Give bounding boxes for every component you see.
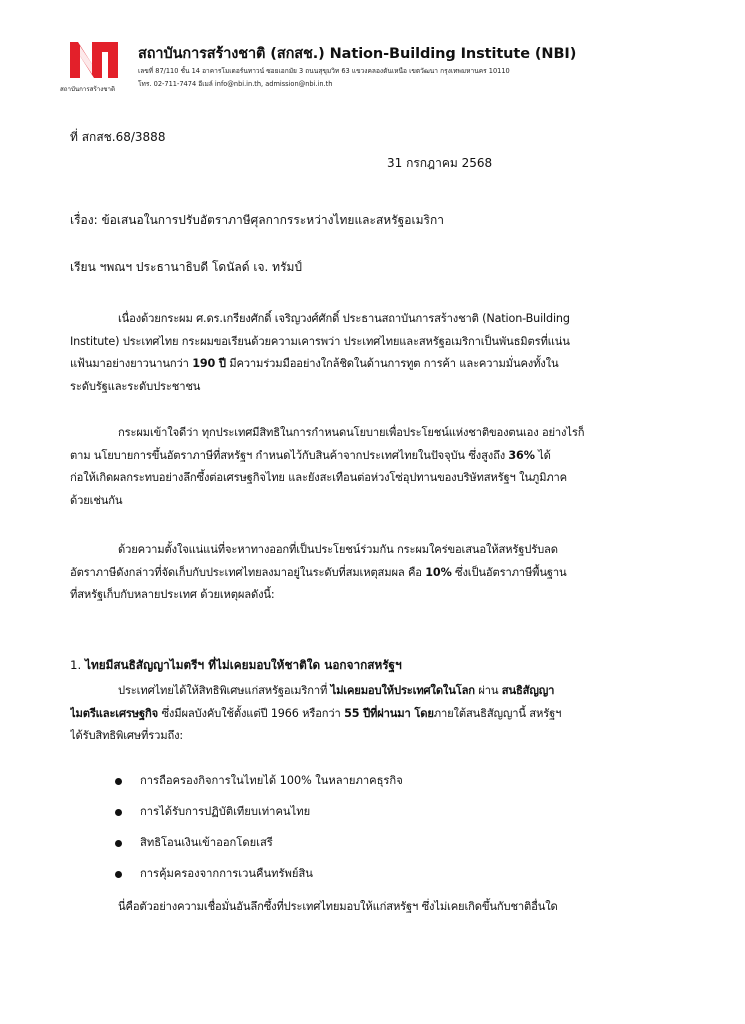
paragraph-line: กระผมเข้าใจดีว่า ทุกประเทศมีสิทธิในการกำหนดนโยบายเพื่อประโยชน์แห่งชาติของตนเอง อย่างไรก็ xyxy=(118,426,585,439)
letter-date: 31 กรกฎาคม 2568 xyxy=(387,156,493,170)
paragraph-tariff-impact xyxy=(70,422,682,512)
list-item: สิทธิโอนเงินเข้าออกโดยเสรี xyxy=(112,832,403,863)
paragraph-line: ระดับรัฐและระดับประชาชน xyxy=(70,379,201,393)
section-1-heading xyxy=(70,656,402,675)
paragraph-introduction xyxy=(70,308,682,398)
paragraph-line: เนื่องด้วยกระผม ศ.ดร.เกรียงศักดิ์ เจริญวงศ์ศักดิ์ ประธานสถาบันการสร้างชาติ (Nation-Building xyxy=(118,312,570,325)
paragraph-line: ตาม นโยบายการขึ้นอัตราภาษีที่สหรัฐฯ กำหนดไว้กับสินค้าจากประเทศไทยในปัจจุบัน ซึ่งสูงถึง 36% ได้ xyxy=(70,448,551,462)
nbi-logo xyxy=(60,38,130,98)
paragraph-line: ด้วยความตั้งใจแน่แน่ที่จะหาทางออกที่เป็นประโยชน์ร่วมกัน กระผมใคร่ขอเสนอให้สหรัฐปรับลด xyxy=(118,543,558,556)
closing-sentence: นี่คือตัวอย่างความเชื่อมั่นอันลึกซึ้งที่ประเทศไทยมอบให้แก่สหรัฐฯ ซึ่งไม่เคยเกิดขึ้นกับชาติอื่นใด xyxy=(118,900,558,913)
paragraph-line: ก่อให้เกิดผลกระทบอย่างลึกซึ้งต่อเศรษฐกิจไทย และยังสะเทือนต่อห่วงโซ่อุปทานของบริษัทสหรัฐฯ ในภูมิภาค xyxy=(70,471,568,484)
privileges-list xyxy=(112,770,403,894)
emphasis-36-percent: 36% xyxy=(508,448,535,462)
bullet-icon xyxy=(115,840,122,847)
paragraph-line: ที่สหรัฐเก็บกับหลายประเทศ ด้วยเหตุผลดังนี้: xyxy=(70,588,275,601)
bullet-icon xyxy=(115,871,122,878)
paragraph-line: อัตราภาษีดังกล่าวที่จัดเก็บกับประเทศไทยลงมาอยู่ในระดับที่สมเหตุสมผล คือ 10% ซึ่งเป็นอัตราภาษีพื้นฐาน xyxy=(70,565,567,579)
paragraph-line: Institute) ประเทศไทย กระผมขอเรียนด้วยความเคารพว่า ประเทศไทยและสหรัฐอเมริกาเป็นพันธมิตรที่แน่น xyxy=(70,334,570,348)
list-item: การคุ้มครองจากการเวนคืนทรัพย์สิน xyxy=(112,863,403,894)
org-name: สถาบันการสร้างชาติ (สกสช.) Nation-Building Institute (NBI) xyxy=(138,46,577,62)
letter-subject: เรื่อง: ข้อเสนอในการปรับอัตราภาษีศุลกากรระหว่างไทยและสหรัฐอเมริกา xyxy=(70,213,444,227)
org-address: เลขที่ 87/110 ชั้น 14 อาคารโมเดอร์นทาวน์ ซอยเอกมัย 3 ถนนสุขุมวิท 63 แขวงคลองตันเหนือ เขตวัฒนา กรุงเทพมหานคร 10110 xyxy=(138,67,510,75)
paragraph-line: ประเทศไทยได้ให้สิทธิพิเศษแก่สหรัฐอเมริกาที่ ไม่เคยมอบให้ประเทศใดในโลก ผ่าน สนธิสัญญา xyxy=(118,684,555,697)
paragraph-line: ได้รับสิทธิพิเศษที่รวมถึง: xyxy=(70,729,184,742)
paragraph-treaty xyxy=(70,680,682,748)
section-title: ไทยมีสนธิสัญญาไมตรีฯ ที่ไม่เคยมอบให้ชาติใด นอกจากสหรัฐฯ xyxy=(85,658,402,672)
letterhead xyxy=(60,38,700,98)
logo-caption: สถาบันการสร้างชาติ xyxy=(60,86,115,93)
org-contact: โทร. 02-711-7474 อีเมล์ info@nbi.in.th, admission@nbi.in.th xyxy=(138,80,333,88)
paragraph-line: ด้วยเช่นกัน xyxy=(70,493,123,507)
salutation: เรียน ฯพณฯ ประธานาธิบดี โดนัลด์ เจ. ทรัมป์ xyxy=(70,260,303,274)
paragraph-line: ไมตรีและเศรษฐกิจ ซึ่งมีผลบังคับใช้ตั้งแต่ปี 1966 หรือกว่า 55 ปีที่ผ่านมา โดยภายใต้สนธิสัญญานี้ สหรัฐฯ xyxy=(70,706,562,720)
emphasis-190-years: 190 ปี xyxy=(192,357,226,370)
reference-number: ที่ สกสช.68/3888 xyxy=(70,130,166,144)
paragraph-line: แฟ้นมาอย่างยาวนานกว่า 190 ปี มีความร่วมมืออย่างใกล้ชิดในด้านการทูต การค้า และความมั่นคงทั้งใน xyxy=(70,357,559,370)
list-item: การได้รับการปฏิบัติเทียบเท่าคนไทย xyxy=(112,801,403,832)
paragraph-proposal xyxy=(70,539,682,607)
section-number: 1. xyxy=(70,658,86,672)
list-item: การถือครองกิจการในไทยได้ 100% ในหลายภาคธุรกิจ xyxy=(112,770,403,801)
emphasis-10-percent: 10% xyxy=(425,565,452,579)
bullet-icon xyxy=(115,809,122,816)
nbi-logo-icon xyxy=(68,40,120,80)
bullet-icon xyxy=(115,778,122,785)
